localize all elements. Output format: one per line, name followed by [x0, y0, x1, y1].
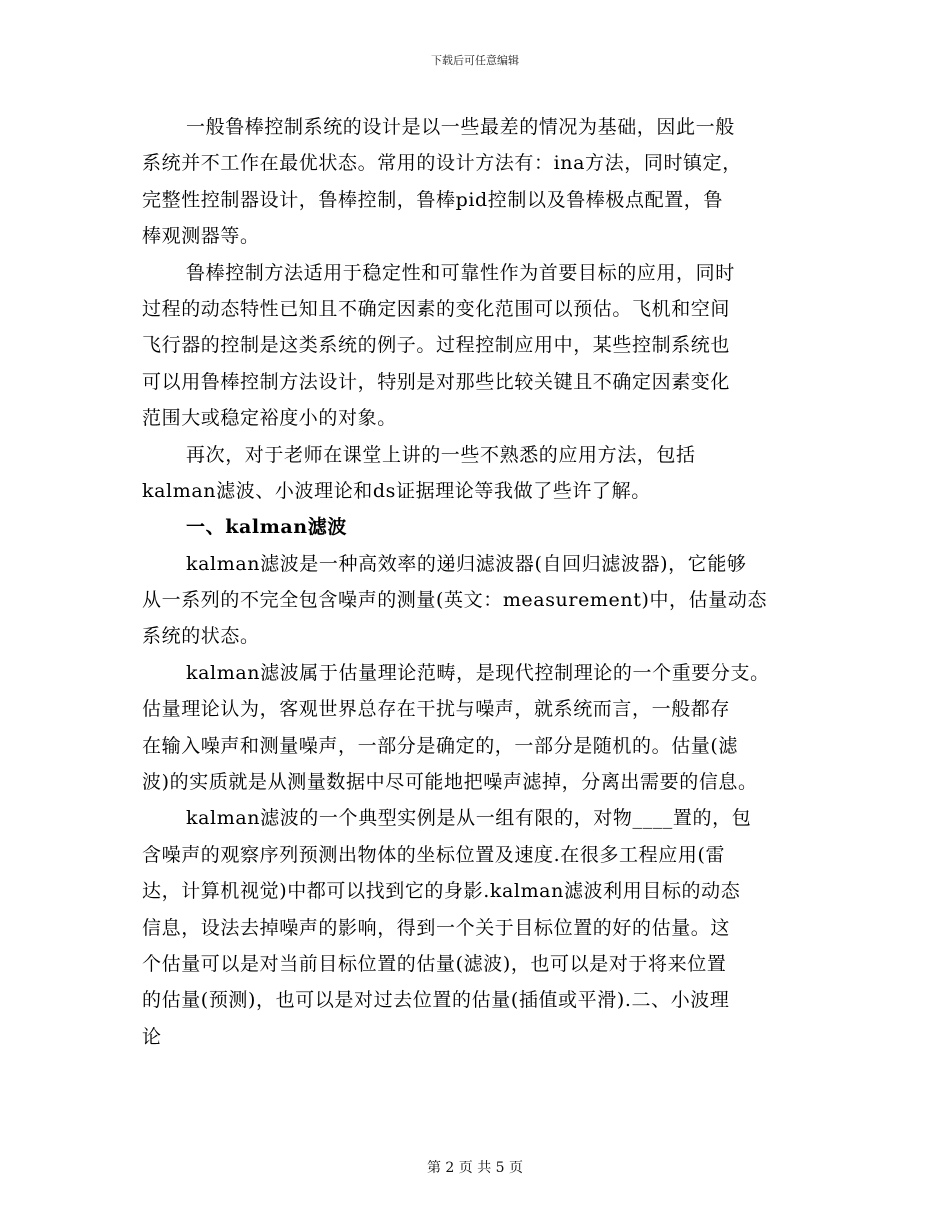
text-line: 在输入噪声和测量噪声，一部分是确定的，一部分是随机的。估量(滤 — [142, 734, 739, 757]
text-line: 飞行器的控制是这类系统的例子。过程控制应用中，某些控制系统也 — [142, 334, 731, 357]
text-line: kalman滤波、小波理论和ds证据理论等我做了些许了解。 — [142, 479, 651, 502]
text-line: 系统的状态。 — [142, 625, 260, 648]
text-line: kalman滤波是一种高效率的递归滤波器(自回归滤波器)，它能够 — [186, 552, 747, 575]
text-line: 论 — [142, 1025, 162, 1048]
text-line: 一般鲁棒控制系统的设计是以一些最差的情况为基础，因此一般 — [186, 116, 735, 138]
text-line: 波)的实质就是从测量数据中尽可能地把噪声滤掉，分离出需要的信息。 — [142, 771, 758, 794]
text-line: 估量理论认为，客观世界总存在干扰与噪声，就系统而言，一般都存 — [142, 698, 731, 721]
text-line: 范围大或稳定裕度小的对象。 — [142, 407, 397, 430]
text-line: 达，计算机视觉)中都可以找到它的身影.kalman滤波利用目标的动态 — [142, 880, 741, 903]
text-line: 完整性控制器设计，鲁棒控制，鲁棒pid控制以及鲁棒极点配置，鲁 — [142, 188, 724, 211]
text-line: kalman滤波的一个典型实例是从一组有限的，对物____置的，包 — [186, 807, 752, 830]
text-line: 棒观测器等。 — [142, 225, 260, 248]
text-line: 从一系列的不完全包含噪声的测量(英文：measurement)中，估量动态 — [142, 589, 768, 612]
document-body — [142, 114, 822, 1060]
text-line: 过程的动态特性已知且不确定因素的变化范围可以预估。飞机和空间 — [142, 297, 731, 320]
text-line: kalman滤波属于估量理论范畴，是现代控制理论的一个重要分支。 — [186, 661, 770, 684]
text-line: 鲁棒控制方法适用于稳定性和可靠性作为首要目标的应用，同时 — [186, 261, 735, 284]
text-line: 可以用鲁棒控制方法设计，特别是对那些比较关键且不确定因素变化 — [142, 370, 731, 393]
text-line: 个估量可以是对当前目标位置的估量(滤波)，也可以是对于将来位置 — [142, 952, 727, 975]
text-line: 含噪声的观察序列预测出物体的坐标位置及速度.在很多工程应用(雷 — [142, 843, 726, 866]
text-line: 系统并不工作在最优状态。常用的设计方法有：ina方法，同时镇定， — [142, 152, 742, 175]
text-line: 信息，设法去掉噪声的影响，得到一个关于目标位置的好的估量。这 — [142, 916, 731, 939]
text-line: 再次，对于老师在课堂上讲的一些不熟悉的应用方法，包括 — [186, 443, 696, 466]
page-footer: 第 2 页 共 5 页 — [426, 1160, 524, 1176]
page-header: 下载后可任意编辑 — [431, 54, 519, 67]
section-heading: 一、kalman滤波 — [186, 516, 347, 539]
text-line: 的估量(预测)，也可以是对过去位置的估量(插值或平滑).二、小波理 — [142, 989, 730, 1012]
